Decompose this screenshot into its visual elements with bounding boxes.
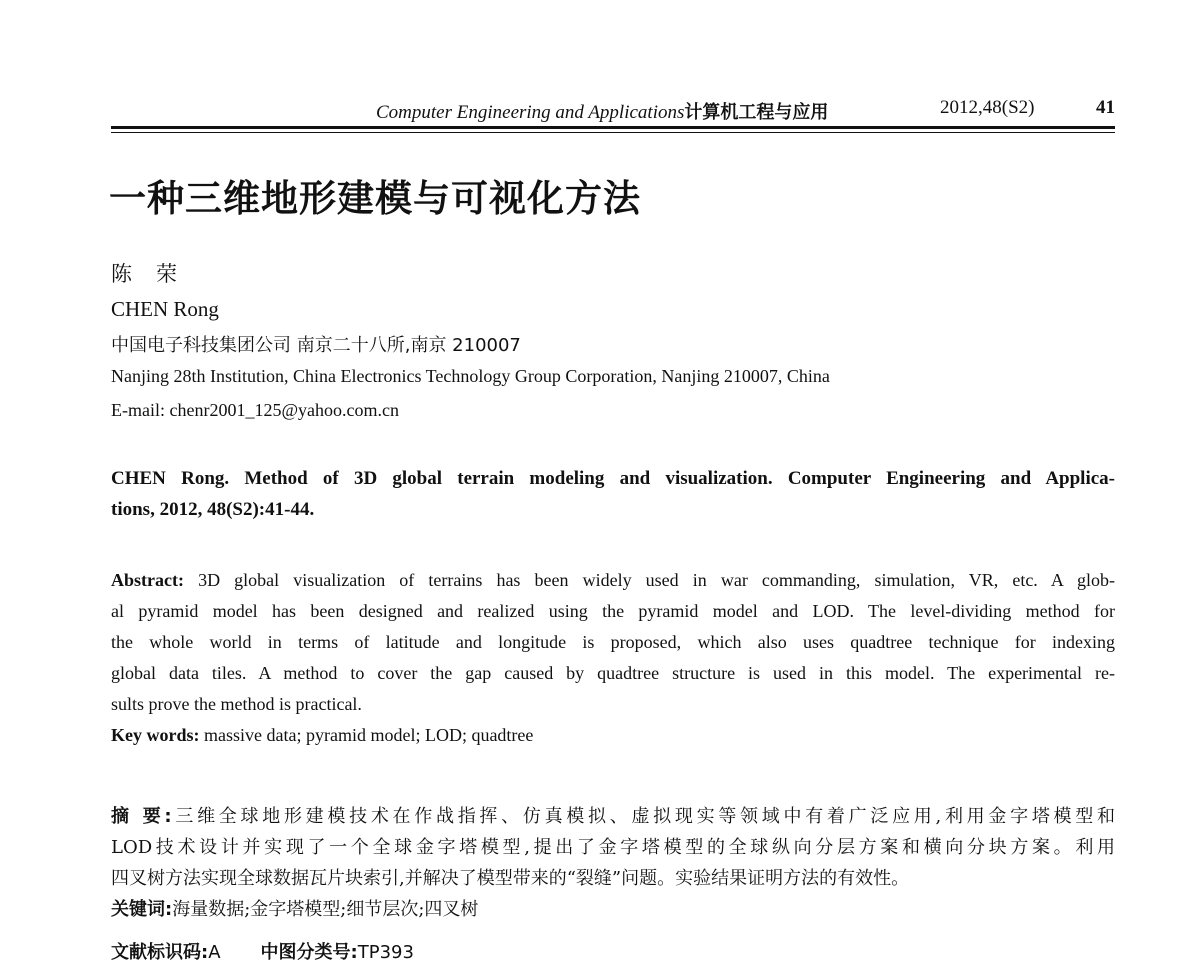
- author-name-en: CHEN Rong: [111, 297, 219, 321]
- author-name-cn: [111, 258, 177, 288]
- abstract-cn-line: LOD技术设计并实现了一个全球金字塔模型,提出了金字塔模型的全球纵向分层方案和横向分块方案。利用: [111, 837, 1115, 858]
- abstract-cn-line: 摘 要:三维全球地形建模技术在作战指挥、仿真模拟、虚拟现实等领域中有着广泛应用,利用金字塔模型和: [111, 806, 1115, 827]
- classification-line: [111, 937, 414, 968]
- abstract-cn-label: 摘 要:: [111, 806, 172, 827]
- affiliation-cn: 中国电子科技集团公司 南京二十八所,南京 210007: [111, 335, 521, 356]
- author-surname-cn: 陈: [111, 262, 132, 286]
- abstract-cn-line: 四叉树方法实现全球数据瓦片块索引,并解决了模型带来的“裂缝”问题。实验结果证明方法的有效性。: [111, 868, 910, 889]
- abstract-line: sults prove the method is practical.: [111, 694, 362, 714]
- keywords-cn: 关键词:海量数据;金字塔模型;细节层次;四叉树: [111, 899, 479, 920]
- class-number: TP393: [357, 942, 414, 963]
- article-title: 一种三维地形建模与可视化方法: [109, 176, 641, 220]
- running-header: [0, 0, 1200, 140]
- citation: [111, 463, 1115, 525]
- keywords-cn-label: 关键词:: [111, 899, 173, 920]
- header-rule-thin: [111, 132, 1115, 133]
- keywords-en: Key words: massive data; pyramid model; LOD; quadtree: [111, 725, 534, 745]
- abstract-cn: [111, 801, 1115, 925]
- citation-line: tions, 2012, 48(S2):41-44.: [111, 499, 315, 520]
- abstract-en: [111, 565, 1115, 751]
- keywords-label: Key words:: [111, 725, 200, 745]
- abstract-line: global data tiles. A method to cover the gap caused by quadtree structure is used in this model. The experimental re-: [111, 663, 1115, 683]
- header-rule-thick: [111, 126, 1115, 129]
- citation-line: CHEN Rong. Method of 3D global terrain modeling and visualization. Computer Engineering and Applica-: [111, 468, 1115, 489]
- abstract-line: Abstract: 3D global visualization of terrains has been widely used in war commanding, simulation, VR, etc. A glob-: [111, 570, 1115, 590]
- doc-code: A: [208, 942, 221, 963]
- journal-name: Computer Engineering and Applications计算机工程与应用: [376, 102, 829, 123]
- doc-code-label: 文献标识码:: [111, 942, 209, 963]
- abstract-line: the whole world in terms of latitude and longitude is proposed, which also uses quadtree technique for indexing: [111, 632, 1115, 652]
- issue-info: 2012,48(S2): [940, 97, 1035, 118]
- author-email[interactable]: E-mail: chenr2001_125@yahoo.com.cn: [111, 400, 399, 420]
- affiliation-en: Nanjing 28th Institution, China Electronics Technology Group Corporation, Nanjing 210007, China: [111, 366, 830, 386]
- page-number: 41: [1096, 97, 1115, 118]
- author-given-cn: 荣: [156, 262, 177, 286]
- class-label: 中图分类号:: [260, 942, 358, 963]
- abstract-label: Abstract:: [111, 570, 184, 590]
- abstract-line: al pyramid model has been designed and realized using the pyramid model and LOD. The level-dividing method for: [111, 601, 1115, 621]
